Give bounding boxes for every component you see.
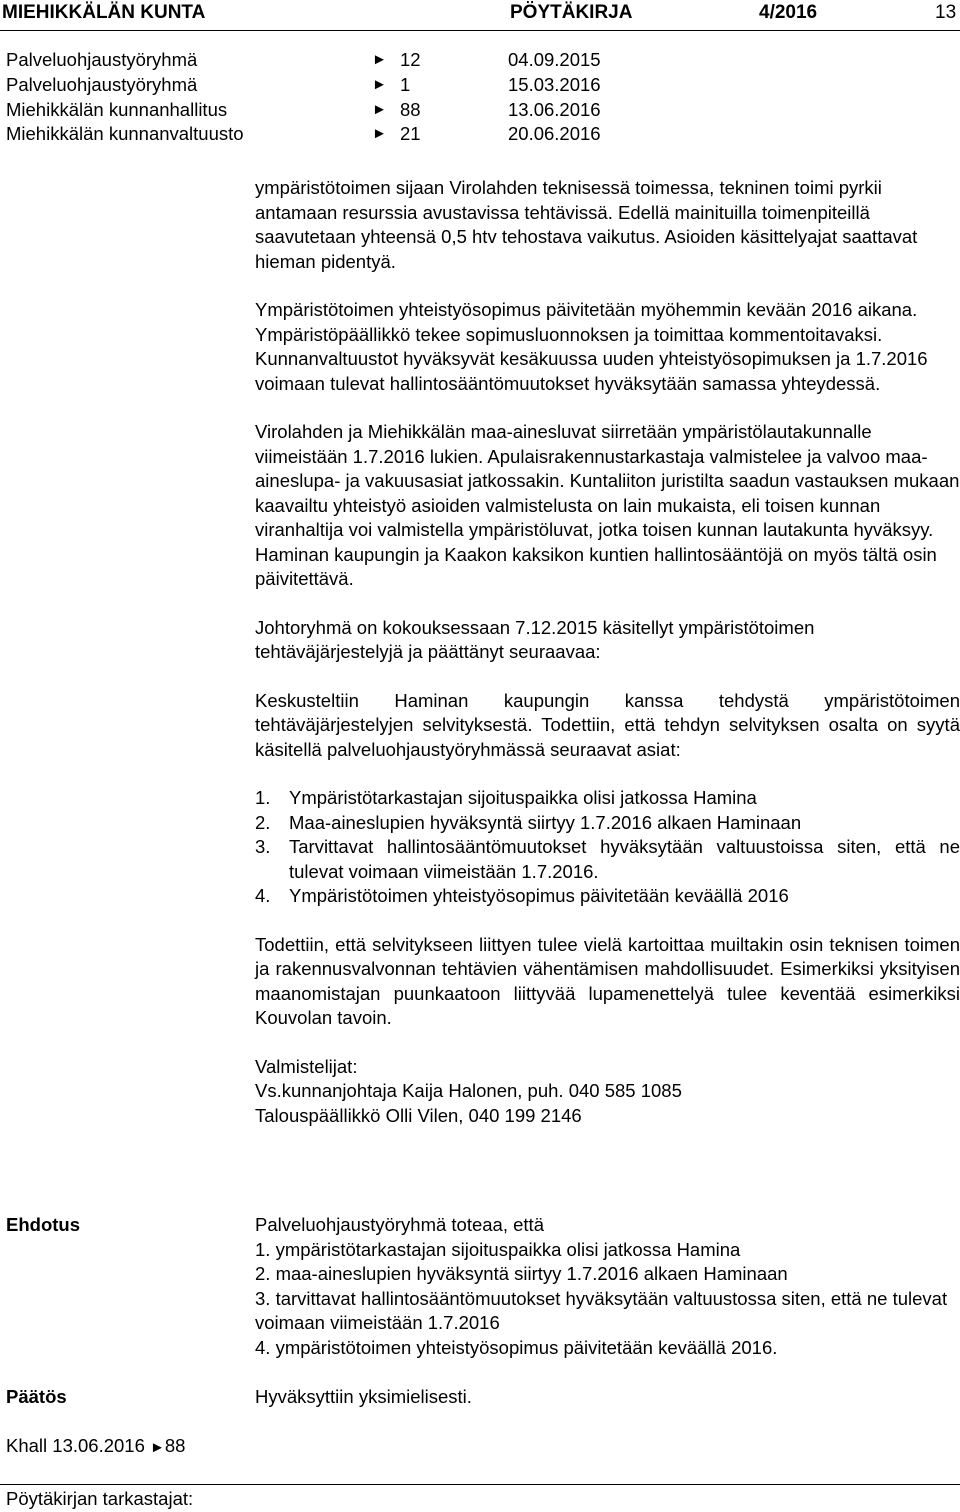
list-item xyxy=(255,884,960,909)
preparers-label: Valmistelijat: xyxy=(255,1055,358,1077)
numbered-list xyxy=(255,786,960,909)
list-item xyxy=(255,835,960,884)
reference-date: 04.09.2015 xyxy=(508,49,601,70)
reference-date: 13.06.2016 xyxy=(508,99,601,120)
proposal-item: 2. maa-aineslupien hyväksyntä siirtyy 1.7.2016 alkaen Haminaan xyxy=(255,1263,788,1284)
footer-divider xyxy=(0,1484,960,1485)
document-number: 4/2016 xyxy=(759,2,818,23)
proposal-label: Ehdotus xyxy=(6,1214,80,1235)
khall-reference xyxy=(6,1435,185,1457)
list-text: Tarvittavat hallintosääntömuutokset hyväksytään valtuustoissa siten, että ne tulevat voimaan viimeistään 1.7.2016. xyxy=(289,836,960,882)
paragraph: Keskusteltiin Haminan kaupungin kanssa tehdystä ympäristötoimen tehtäväjärjestelyjen selvityksestä. Todettiin, että tehdyn selvityksen osalta on syytä käsitellä palveluohjaustyöryhmässä seuraavat asiat: xyxy=(255,689,960,760)
list-number: 2. xyxy=(255,811,271,833)
triangle-marker-icon: ► xyxy=(372,76,387,93)
decision-label: Päätös xyxy=(6,1386,67,1407)
reference-date: 20.06.2016 xyxy=(508,123,601,144)
paragraph: Ympäristötoimen yhteistyösopimus päivitetään myöhemmin kevään 2016 aikana. Ympäristöpäällikkö tekee sopimusluonnoksen ja toimittaa kommentoitavaksi. Kunnanvaltuustot hyväksyvät kesäkuussa uuden yhteistyösopimuksen ja 1.7.2016 voimaan tulevat hallintosääntömuutokset hyväksytään samassa yhteydessä. xyxy=(255,299,928,394)
inspectors-label: Pöytäkirjan tarkastajat: xyxy=(6,1488,194,1509)
triangle-marker-icon: ► xyxy=(150,1439,165,1456)
proposal-item: 3. tarvittavat hallintosääntömuutokset hyväksytään valtuustossa siten, että ne tulevat voimaan viimeistään 1.7.2016 xyxy=(255,1287,948,1333)
proposal-item: 4. ympäristötoimen yhteistyösopimus päivitetään keväällä 2016. xyxy=(255,1336,778,1358)
page-number: 13 xyxy=(935,2,957,23)
municipality-name: MIEHIKKÄLÄN KUNTA xyxy=(2,2,206,23)
reference-body: Palveluohjaustyöryhmä xyxy=(6,49,198,70)
proposal-item: 1. ympäristötarkastajan sijoituspaikka olisi jatkossa Hamina xyxy=(255,1238,741,1260)
reference-number: 12 xyxy=(400,49,421,70)
paragraph: ympäristötoimen sijaan Virolahden teknisessä toimessa, tekninen toimi pyrkii antamaan resurssia avustavissa tehtävissä. Edellä mainituilla toimenpiteillä saavutetaan yhteensä 0,5 htv tehostava vaikutus. Asioiden käsittelyajat saattavat hieman pidentyä. xyxy=(255,177,918,272)
proposal-intro: Palveluohjaustyöryhmä toteaa, että xyxy=(255,1214,544,1235)
reference-number: 88 xyxy=(400,99,421,120)
closing-paragraph: Todettiin, että selvitykseen liittyen tulee vielä kartoittaa muiltakin osin teknisen toimen ja rakennusvalvonnan tehtävien vähentämisen mahdollisuudet. Esimerkiksi yksityisen maanomistajan puunkaatoon liittyvää lupamenettelyä tulee keventää esimerkiksi Kouvolan tavoin. xyxy=(255,933,960,1028)
list-text: Ympäristötoimen yhteistyösopimus päivitetään keväällä 2016 xyxy=(289,885,789,906)
list-number: 1. xyxy=(255,787,271,808)
paragraph: Virolahden ja Miehikkälän maa-ainesluvat siirretään ympäristölautakunnalle viimeistään 1.7.2016 lukien. Apulaisrakennustarkastaja valmistelee ja valvoo maa-aineslupa- ja vakuusasiat jatkossakin. Kuntaliiton juristilta saadun vastauksen mukaan kaavailtu yhteistyö asioiden valmistelusta on lain mukaista, eli toisen kunnan viranhaltija voi valmistella ympäristöluvat, jotka toisen kunnan lautakunta hyväksyy. Haminan kaupungin ja Kaakon kaksikon kuntien hallintosääntöjä on myös tältä osin päivitettävä. xyxy=(255,421,960,589)
khall-reference-date: Khall 13.06.2016 xyxy=(6,1435,145,1456)
reference-body: Miehikkälän kunnanhallitus xyxy=(6,99,228,120)
document-type: PÖYTÄKIRJA xyxy=(510,2,633,23)
paragraph: Johtoryhmä on kokouksessaan 7.12.2015 käsitellyt ympäristötoimen tehtäväjärjestelyjä ja päättänyt seuraavaa: xyxy=(255,616,815,662)
reference-body: Miehikkälän kunnanvaltuusto xyxy=(6,123,244,144)
decision-text: Hyväksyttiin yksimielisesti. xyxy=(255,1386,472,1407)
list-number: 4. xyxy=(255,885,271,906)
preparer-line: Vs.kunnanjohtaja Kaija Halonen, puh. 040 585 1085 xyxy=(255,1080,682,1101)
list-text: Ympäristötarkastajan sijoituspaikka olisi jatkossa Hamina xyxy=(289,787,757,808)
reference-body: Palveluohjaustyöryhmä xyxy=(6,74,198,95)
list-item xyxy=(255,811,960,836)
reference-number: 21 xyxy=(400,123,421,144)
preparer-line: Talouspäällikkö Olli Vilen, 040 199 2146 xyxy=(255,1104,582,1126)
list-item xyxy=(255,786,960,811)
list-number: 3. xyxy=(255,836,271,857)
header-divider xyxy=(0,30,960,31)
triangle-marker-icon: ► xyxy=(372,101,387,118)
triangle-marker-icon: ► xyxy=(372,51,387,68)
khall-reference-number: 88 xyxy=(164,1435,186,1456)
triangle-marker-icon: ► xyxy=(372,125,387,142)
main-text xyxy=(255,176,960,1128)
reference-date: 15.03.2016 xyxy=(508,74,601,95)
list-text: Maa-aineslupien hyväksyntä siirtyy 1.7.2016 alkaen Haminaan xyxy=(289,811,802,833)
proposal-block xyxy=(255,1213,960,1360)
reference-number: 1 xyxy=(400,74,411,95)
preparers-block xyxy=(255,1055,960,1129)
